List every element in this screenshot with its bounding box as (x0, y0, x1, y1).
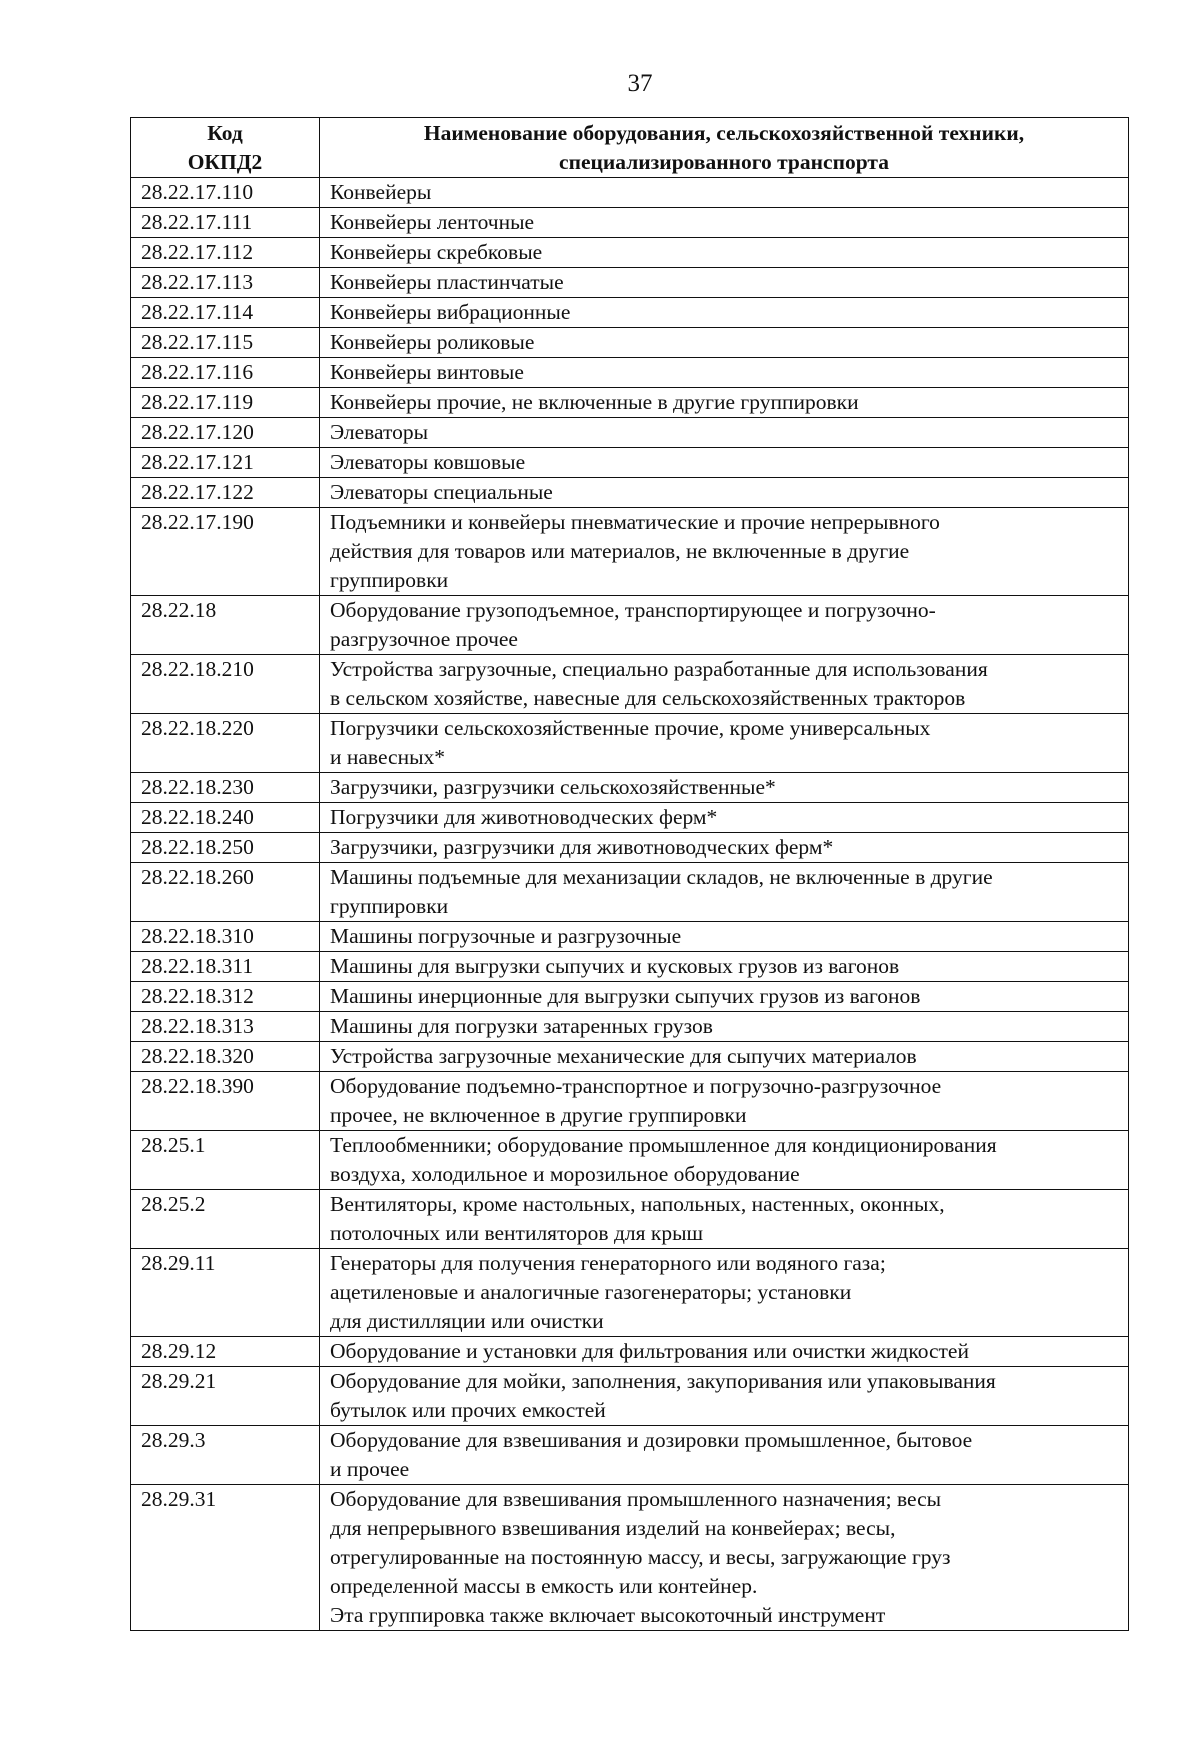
row-name-text: Конвейеры вибрационные (330, 300, 571, 324)
row-name (320, 863, 1129, 922)
table-row (131, 803, 1129, 833)
row-name (320, 714, 1129, 773)
table-row (131, 982, 1129, 1012)
row-name (320, 1012, 1129, 1042)
table-row (131, 863, 1129, 922)
row-name-text: Машины подъемные для механизации складов, не включенные в другие группировки (330, 865, 993, 918)
row-code: 28.22.18.390 (131, 1072, 320, 1131)
row-code: 28.25.2 (131, 1190, 320, 1249)
row-code: 28.22.18.312 (131, 982, 320, 1012)
row-name-text: Конвейеры пластинчатые (330, 270, 564, 294)
row-name-text: Генераторы для получения генераторного или водяного газа; ацетиленовые и аналогичные газогенераторы; установки для дистилляции или очистки (330, 1251, 886, 1333)
row-code: 28.22.18.313 (131, 1012, 320, 1042)
row-name (320, 952, 1129, 982)
row-name (320, 358, 1129, 388)
row-name-text: Загрузчики, разгрузчики сельскохозяйственные* (330, 775, 776, 799)
column-header-code-text: Код ОКПД2 (187, 121, 263, 174)
table-row (131, 1367, 1129, 1426)
table-row (131, 448, 1129, 478)
table-row (131, 208, 1129, 238)
row-name-text: Элеваторы (330, 420, 429, 444)
row-name-text: Оборудование для мойки, заполнения, закупоривания или упаковывания бутылок или прочих емкостей (330, 1369, 996, 1422)
column-header-name-text: Наименование оборудования, сельскохозяйственной техники, специализированного транспорта (423, 121, 1025, 174)
row-code: 28.22.18.220 (131, 714, 320, 773)
row-name-text: Элеваторы специальные (330, 480, 553, 504)
table-row (131, 952, 1129, 982)
table-header-row (131, 118, 1129, 178)
row-name (320, 268, 1129, 298)
row-code: 28.29.3 (131, 1426, 320, 1485)
table-row (131, 178, 1129, 208)
table-row (131, 1190, 1129, 1249)
table-row (131, 1012, 1129, 1042)
table-row (131, 478, 1129, 508)
row-name-text: Устройства загрузочные механические для сыпучих материалов (330, 1044, 917, 1068)
row-code: 28.22.17.120 (131, 418, 320, 448)
row-name-text: Теплообменники; оборудование промышленное для кондиционирования воздуха, холодильное и морозильное оборудование (330, 1133, 997, 1186)
row-code: 28.22.18.210 (131, 655, 320, 714)
row-name (320, 596, 1129, 655)
row-name-text: Конвейеры скребковые (330, 240, 543, 264)
table-row (131, 1042, 1129, 1072)
table-row (131, 1337, 1129, 1367)
row-name (320, 508, 1129, 596)
table-row (131, 418, 1129, 448)
row-name-text: Вентиляторы, кроме настольных, напольных, настенных, оконных, потолочных или вентиляторов для крыш (330, 1192, 945, 1245)
row-name-text: Погрузчики для животноводческих ферм* (330, 805, 718, 829)
row-code: 28.25.1 (131, 1131, 320, 1190)
table-row (131, 328, 1129, 358)
row-code: 28.22.17.114 (131, 298, 320, 328)
row-name (320, 833, 1129, 863)
row-name (320, 1131, 1129, 1190)
row-name (320, 1337, 1129, 1367)
row-name (320, 1485, 1129, 1631)
table-row (131, 1426, 1129, 1485)
row-name-text: Машины для погрузки затаренных грузов (330, 1014, 713, 1038)
row-name (320, 478, 1129, 508)
row-name (320, 448, 1129, 478)
row-name-text: Машины инерционные для выгрузки сыпучих грузов из вагонов (330, 984, 921, 1008)
table-row (131, 714, 1129, 773)
table-row (131, 655, 1129, 714)
table-row (131, 1249, 1129, 1337)
row-name-text: Оборудование для взвешивания и дозировки промышленное, бытовое и прочее (330, 1428, 973, 1481)
row-code: 28.22.18.260 (131, 863, 320, 922)
row-name-text: Загрузчики, разгрузчики для животноводческих ферм* (330, 835, 834, 859)
table-row (131, 268, 1129, 298)
row-code: 28.22.17.111 (131, 208, 320, 238)
row-name-text: Машины для выгрузки сыпучих и кусковых грузов из вагонов (330, 954, 900, 978)
row-name-text: Конвейеры ленточные (330, 210, 535, 234)
row-name (320, 1042, 1129, 1072)
row-name-text: Подъемники и конвейеры пневматические и прочие непрерывного действия для товаров или материалов, не включенные в другие группировки (330, 510, 940, 592)
row-code: 28.29.11 (131, 1249, 320, 1337)
row-code: 28.22.18.310 (131, 922, 320, 952)
table-row (131, 358, 1129, 388)
table-body (131, 178, 1129, 1631)
row-code: 28.22.18.230 (131, 773, 320, 803)
row-name-text: Устройства загрузочные, специально разработанные для использования в сельском хозяйстве, навесные для сельскохозяйственных тракторов (330, 657, 988, 710)
row-name (320, 1249, 1129, 1337)
row-code: 28.22.17.122 (131, 478, 320, 508)
column-header-code (131, 118, 320, 178)
row-name (320, 1072, 1129, 1131)
table-row (131, 1072, 1129, 1131)
okpd-equipment-table (130, 117, 1129, 1631)
row-name-text: Конвейеры (330, 180, 432, 204)
row-code: 28.22.18.311 (131, 952, 320, 982)
row-name (320, 388, 1129, 418)
row-name (320, 1426, 1129, 1485)
row-name (320, 418, 1129, 448)
row-name (320, 298, 1129, 328)
row-name-text: Машины погрузочные и разгрузочные (330, 924, 682, 948)
row-code: 28.22.17.113 (131, 268, 320, 298)
page-number: 37 (627, 70, 653, 97)
row-name-text: Конвейеры роликовые (330, 330, 535, 354)
row-code: 28.22.17.119 (131, 388, 320, 418)
row-name-text: Оборудование грузоподъемное, транспортирующее и погрузочно- разгрузочное прочее (330, 598, 936, 651)
row-code: 28.29.21 (131, 1367, 320, 1426)
row-name-text: Конвейеры прочие, не включенные в другие группировки (330, 390, 859, 414)
row-code: 28.22.17.112 (131, 238, 320, 268)
row-code: 28.22.17.115 (131, 328, 320, 358)
row-code: 28.22.17.121 (131, 448, 320, 478)
row-name (320, 208, 1129, 238)
table-row (131, 833, 1129, 863)
row-name-text: Оборудование подъемно-транспортное и погрузочно-разгрузочное прочее, не включенное в другие группировки (330, 1074, 942, 1127)
table-row (131, 596, 1129, 655)
table-row (131, 1131, 1129, 1190)
row-code: 28.29.12 (131, 1337, 320, 1367)
row-code: 28.22.18 (131, 596, 320, 655)
table-row (131, 508, 1129, 596)
row-name (320, 328, 1129, 358)
row-name (320, 655, 1129, 714)
row-name (320, 922, 1129, 952)
row-code: 28.22.17.190 (131, 508, 320, 596)
row-code: 28.22.17.116 (131, 358, 320, 388)
row-name-text: Конвейеры винтовые (330, 360, 524, 384)
row-code: 28.22.18.250 (131, 833, 320, 863)
row-name-text: Оборудование для взвешивания промышленного назначения; весы для непрерывного взвешивания изделий на конвейерах; весы, отрегулированные на постоянную массу, и весы, загружающие груз определенной массы в емкость или контейнер. Эта группировка также включает высокоточный инструмент (330, 1487, 951, 1627)
row-code: 28.22.18.240 (131, 803, 320, 833)
row-name (320, 178, 1129, 208)
table-row (131, 922, 1129, 952)
row-name (320, 1190, 1129, 1249)
table-row (131, 773, 1129, 803)
row-code: 28.22.18.320 (131, 1042, 320, 1072)
row-name-text: Оборудование и установки для фильтрования или очистки жидкостей (330, 1339, 969, 1363)
row-name (320, 773, 1129, 803)
row-name (320, 803, 1129, 833)
row-code: 28.29.31 (131, 1485, 320, 1631)
row-code: 28.22.17.110 (131, 178, 320, 208)
table-row (131, 1485, 1129, 1631)
row-name (320, 1367, 1129, 1426)
column-header-name (320, 118, 1129, 178)
table-row (131, 388, 1129, 418)
row-name-text: Элеваторы ковшовые (330, 450, 526, 474)
row-name (320, 982, 1129, 1012)
row-name (320, 238, 1129, 268)
table-row (131, 238, 1129, 268)
table-row (131, 298, 1129, 328)
row-name-text: Погрузчики сельскохозяйственные прочие, кроме универсальных и навесных* (330, 716, 931, 769)
